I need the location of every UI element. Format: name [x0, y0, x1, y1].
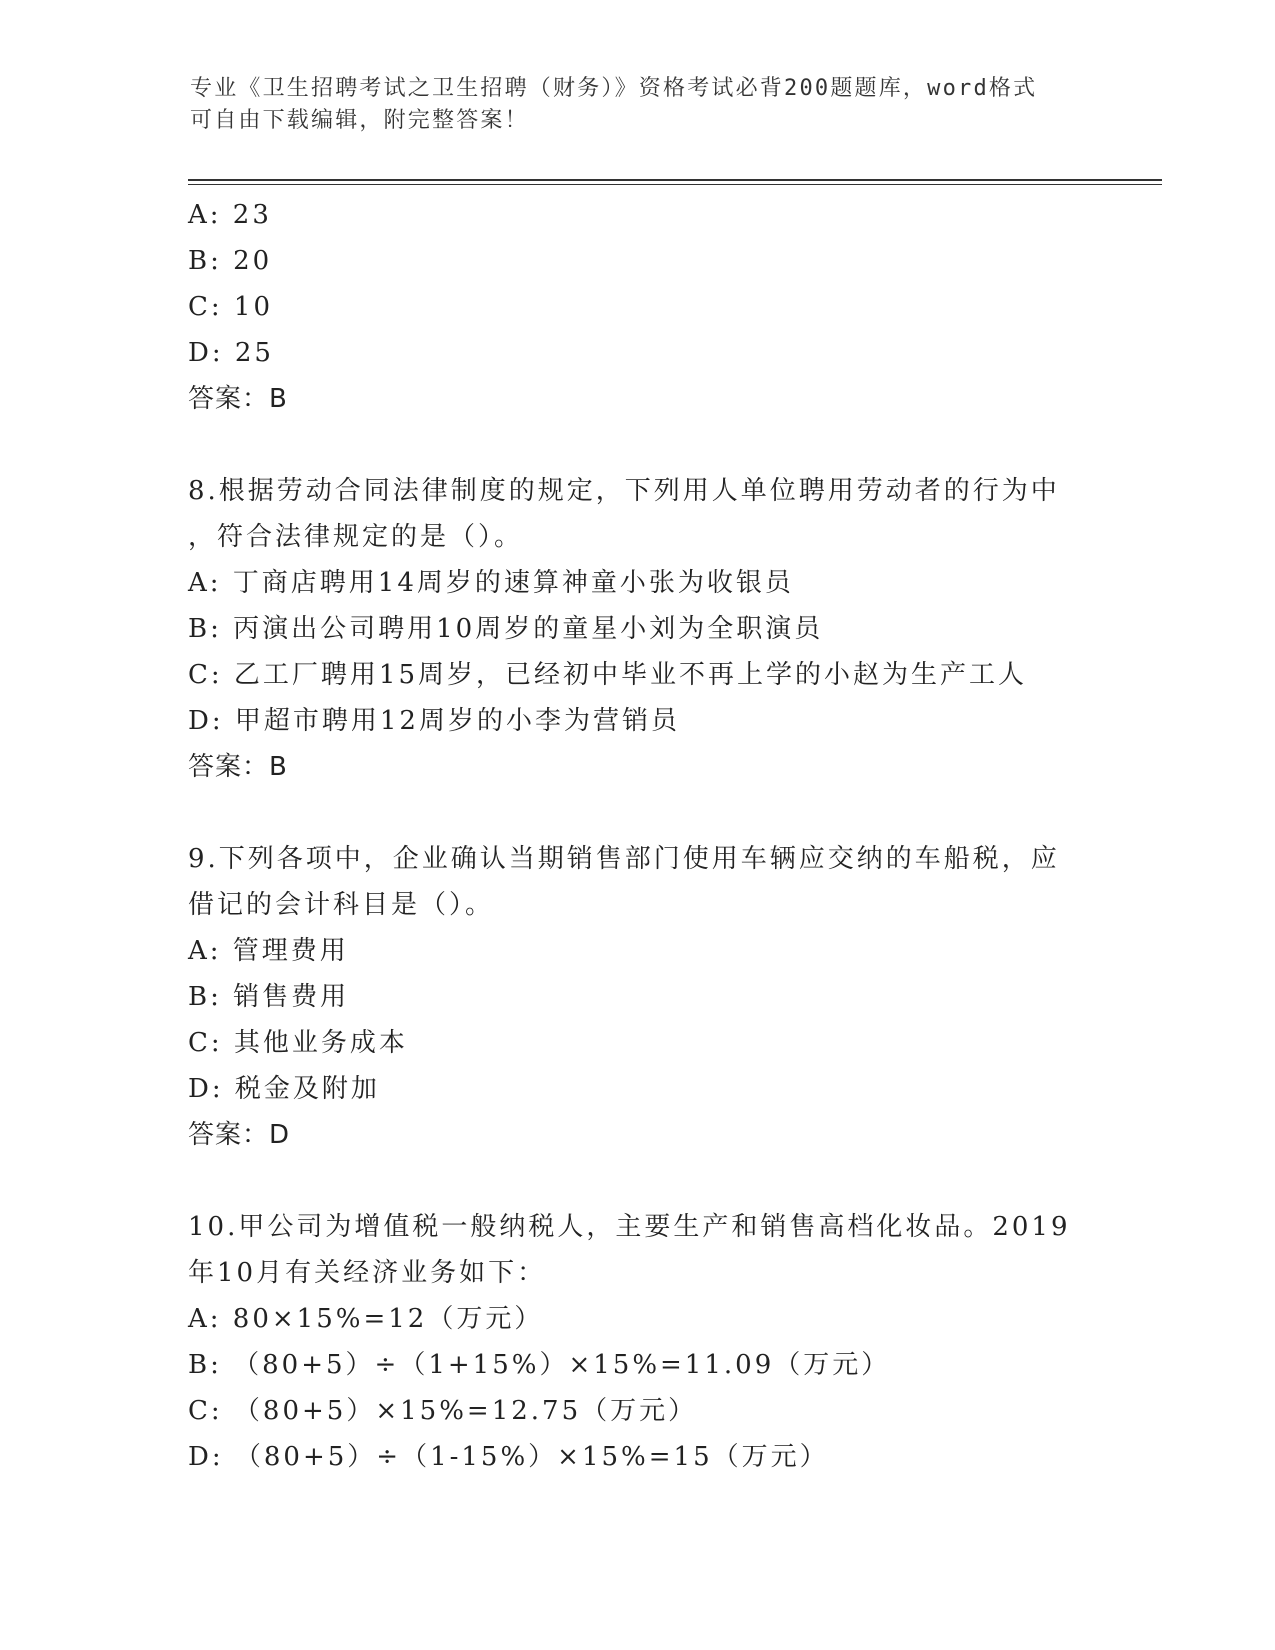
- question-stem: 8.根据劳动合同法律制度的规定，下列用人单位聘用劳动者的行为中: [188, 476, 1060, 506]
- spacer: [188, 422, 1088, 468]
- option-d: D: （80+5）÷（1-15%）×15%=15（万元）: [188, 1442, 829, 1472]
- option-d: D: 25: [188, 338, 274, 368]
- option-b: B: 销售费用: [188, 982, 350, 1012]
- option-c: C: （80+5）×15%=12.75（万元）: [188, 1396, 698, 1426]
- option-d: D: 税金及附加: [188, 1074, 380, 1104]
- answer: 答案：B: [188, 752, 288, 782]
- option-c: C: 其他业务成本: [188, 1028, 408, 1058]
- option-b: B: （80+5）÷（1+15%）×15%=11.09（万元）: [188, 1350, 891, 1380]
- option-c: C: 乙工厂聘用15周岁，已经初中毕业不再上学的小赵为生产工人: [188, 660, 1028, 690]
- option-a: A: 管理费用: [188, 936, 349, 966]
- question-7-remainder: [188, 192, 1088, 422]
- question-stem: ，符合法律规定的是（）。: [188, 522, 524, 552]
- option-a: A: 23: [188, 200, 272, 230]
- question-10: [188, 1204, 1088, 1480]
- option-b: B: 20: [188, 246, 273, 276]
- question-8: [188, 468, 1088, 790]
- question-stem: 9.下列各项中，企业确认当期销售部门使用车辆应交纳的车船税，应: [188, 844, 1060, 874]
- header-divider: [188, 179, 1162, 181]
- answer: 答案：D: [188, 1120, 291, 1150]
- spacer: [188, 790, 1088, 836]
- option-c: C: 10: [188, 292, 274, 322]
- question-stem: 10.甲公司为增值税一般纳税人，主要生产和销售高档化妆品。2019: [188, 1212, 1071, 1242]
- spacer: [188, 1158, 1088, 1204]
- question-stem: 借记的会计科目是（）。: [188, 890, 495, 920]
- header-line-2: 可自由下载编辑，附完整答案！: [190, 108, 529, 133]
- question-stem: 年10月有关经济业务如下：: [188, 1258, 547, 1288]
- option-a: A: 丁商店聘用14周岁的速算神童小张为收银员: [188, 568, 794, 598]
- document-header: [190, 73, 1090, 137]
- option-d: D: 甲超市聘用12周岁的小李为营销员: [188, 706, 680, 736]
- option-b: B: 丙演出公司聘用10周岁的童星小刘为全职演员: [188, 614, 824, 644]
- question-9: [188, 836, 1088, 1158]
- question-content: [188, 192, 1088, 1480]
- answer: 答案：B: [188, 384, 288, 414]
- header-divider-thin: [188, 184, 1162, 185]
- header-line-1: 专业《卫生招聘考试之卫生招聘（财务）》资格考试必背200题题库，word格式: [190, 76, 1038, 101]
- option-a: A: 80×15%=12（万元）: [188, 1304, 544, 1334]
